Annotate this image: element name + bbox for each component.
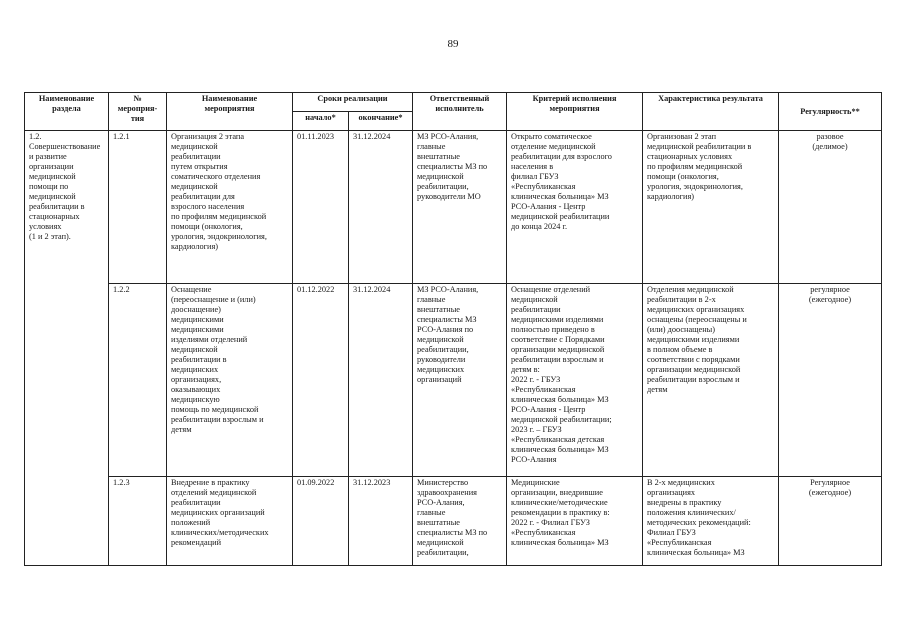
- header-start: начало*: [293, 112, 349, 131]
- header-result: Характеристика результата: [643, 93, 779, 131]
- header-event-name: Наименование мероприятия: [167, 93, 293, 131]
- header-responsible: Ответственный исполнитель: [413, 93, 507, 131]
- section-cell: 1.2. Совершенствование и развитие организации медицинской помощи по медицинской реабилитации в стационарных условиях (1 и 2 этап).: [25, 131, 109, 566]
- row-number: 1.2.3: [109, 477, 167, 566]
- row-result: В 2-х медицинских организациях внедрены в практику положения клинических/ методических рекомендаций: Филиал ГБУЗ «Республиканская клиническая больница» МЗ: [643, 477, 779, 566]
- header-section: Наименование раздела: [25, 93, 109, 131]
- row-responsible: МЗ РСО-Алания, главные внештатные специалисты МЗ РСО-Алания по медицинской реабилитации, руководители медицинских организаций: [413, 284, 507, 477]
- row-event-name: Организация 2 этапа медицинской реабилитации путем открытия соматического отделения медицинской реабилитации для взрослого населения по профилям медицинской помощи (онкология, урология, эндокринология, кардиология): [167, 131, 293, 284]
- row-start-date: 01.12.2022: [293, 284, 349, 477]
- row-event-name: Внедрение в практику отделений медицинской реабилитации медицинских организаций положений клинических/методических рекомендаций: [167, 477, 293, 566]
- row-criterion: Оснащение отделений медицинской реабилитации медицинскими изделиями полностью приведено в соответствие с Порядками организации медицинской реабилитации взрослым и детям в: 2022 г. - ГБУЗ «Республиканская клиническая больница» МЗ РСО-Алания - Центр медицинской реабилитации; 2023 г. – ГБУЗ «Республиканская детская клиническая больница» МЗ РСО-Алания: [507, 284, 643, 477]
- row-number: 1.2.1: [109, 131, 167, 284]
- header-regularity: Регулярность**: [779, 93, 882, 131]
- row-result: Отделения медицинской реабилитации в 2-х медицинских организациях оснащены (переоснащены и (или) дооснащены) медицинскими изделиями в полном объеме в соответствии с порядками организации медицинской реабилитации взрослым и детям: [643, 284, 779, 477]
- row-result: Организован 2 этап медицинской реабилитации в стационарных условиях по профилям медицинской помощи (онкология, урология, эндокринология, кардиология): [643, 131, 779, 284]
- row-criterion: Открыто соматическое отделение медицинской реабилитации для взрослого населения в филиал ГБУЗ «Республиканская клиническая больница» МЗ РСО-Алания - Центр медицинской реабилитации до конца 2024 г.: [507, 131, 643, 284]
- header-end: окончание*: [349, 112, 413, 131]
- header-number: № мероприя- тия: [109, 93, 167, 131]
- row-end-date: 31.12.2023: [349, 477, 413, 566]
- table-row: [25, 477, 882, 566]
- row-regularity: разовое (делимое): [779, 131, 882, 284]
- row-end-date: 31.12.2024: [349, 284, 413, 477]
- table-row: [25, 131, 882, 284]
- row-start-date: 01.09.2022: [293, 477, 349, 566]
- header-terms: Сроки реализации: [293, 93, 413, 112]
- row-responsible: Министерство здравоохранения РСО-Алания, главные внештатные специалисты МЗ по медицинской реабилитации,: [413, 477, 507, 566]
- table-row: [25, 284, 882, 477]
- row-start-date: 01.11.2023: [293, 131, 349, 284]
- row-regularity: Регулярное (ежегодное): [779, 477, 882, 566]
- header-criterion: Критерий исполнения мероприятия: [507, 93, 643, 131]
- row-event-name: Оснащение (переоснащение и (или) дооснащение) медицинскими медицинскими изделиями отделений медицинской реабилитации в медицинских организациях, оказывающих медицинскую помощь по медицинской реабилитации взрослым и детям: [167, 284, 293, 477]
- row-criterion: Медицинские организации, внедрившие клинические/методические рекомендации в практику в: 2022 г. - Филиал ГБУЗ «Республиканская клиническая больница» МЗ: [507, 477, 643, 566]
- page-number: 89: [447, 38, 459, 50]
- row-responsible: МЗ РСО-Алания, главные внештатные специалисты МЗ по медицинской реабилитации, руководители МО: [413, 131, 507, 284]
- row-end-date: 31.12.2024: [349, 131, 413, 284]
- events-table: [24, 92, 882, 566]
- row-number: 1.2.2: [109, 284, 167, 477]
- row-regularity: регулярное (ежегодное): [779, 284, 882, 477]
